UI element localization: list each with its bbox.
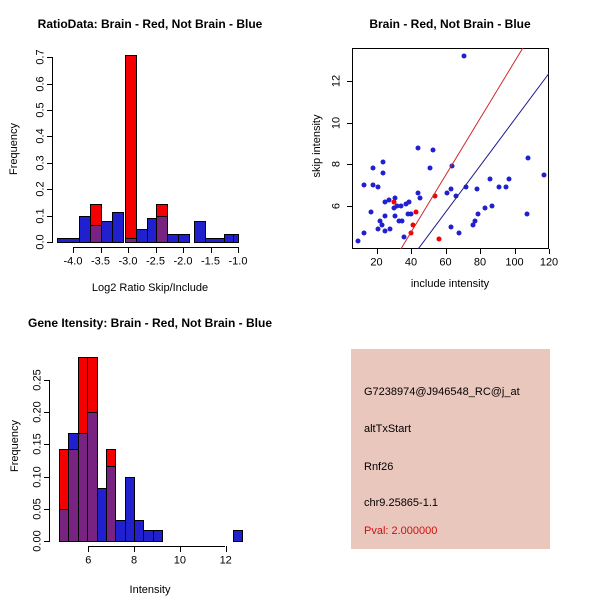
regression-line-red — [401, 48, 523, 249]
ratio-hist-ylabel: Frequency — [8, 123, 20, 175]
y-tick-label: 0.25 — [31, 369, 44, 391]
y-tick — [47, 189, 52, 190]
x-tick — [411, 249, 412, 254]
x-tick-label: 20 — [370, 256, 383, 269]
hist-bar — [233, 234, 240, 243]
y-tick-label: 10 — [330, 116, 343, 129]
gene-hist-title: Gene Itensity: Brain - Red, Not Brain - Blue — [27, 316, 273, 330]
y-tick-label: 0.7 — [34, 49, 47, 65]
y-tick-label: 0.10 — [31, 465, 44, 488]
y-tick — [44, 477, 49, 478]
y-tick — [47, 216, 52, 217]
y-tick — [47, 84, 52, 85]
x-tick — [211, 247, 212, 253]
x-tick-label: -1.0 — [228, 255, 248, 268]
y-axis-line — [52, 57, 53, 243]
info-pval: Pval: 2.000000 — [364, 525, 438, 537]
x-tick — [128, 247, 129, 253]
scatter-ylabel: skip intensity — [311, 114, 323, 178]
info-locus: chr9.25865-1.1 — [364, 497, 438, 509]
x-tick-label: -2.5 — [146, 255, 165, 268]
x-tick-label: 10 — [173, 554, 187, 567]
x-axis-line — [88, 546, 225, 547]
x-tick — [88, 546, 89, 552]
y-tick — [47, 136, 52, 137]
x-tick-label: 8 — [131, 554, 138, 567]
x-tick — [101, 247, 102, 253]
ratio-hist-title: RatioData: Brain - Red, Not Brain - Blue — [37, 17, 263, 31]
gene-hist-xlabel: Intensity — [129, 584, 171, 596]
x-tick-label: 100 — [505, 256, 524, 269]
y-tick-label: 0.2 — [34, 181, 47, 197]
x-tick — [480, 249, 481, 254]
hist-bar — [125, 55, 137, 243]
y-tick-label: 0.15 — [31, 433, 44, 456]
gene-hist-ylabel: Frequency — [9, 420, 21, 472]
x-tick-label: 6 — [85, 554, 92, 567]
y-tick-label: 0.3 — [34, 155, 47, 171]
scatter-xlabel: include intensity — [410, 278, 490, 290]
y-tick-label: 12 — [330, 74, 343, 88]
x-tick — [156, 247, 157, 253]
x-tick-label: -4.0 — [63, 255, 83, 268]
y-tick-label: 8 — [330, 161, 343, 168]
hist-bar — [205, 238, 225, 243]
y-tick-label: 0.05 — [31, 498, 44, 520]
y-tick — [47, 242, 52, 243]
x-tick — [134, 546, 135, 552]
x-tick-label: 60 — [439, 256, 452, 269]
x-tick — [180, 546, 181, 552]
y-tick-label: 0.00 — [31, 530, 44, 552]
x-tick — [377, 249, 378, 254]
y-axis-line — [49, 380, 50, 542]
x-tick — [73, 247, 74, 253]
info-panel — [351, 349, 550, 549]
hist-bar — [153, 530, 163, 542]
y-tick — [44, 412, 49, 413]
hist-bar — [178, 234, 190, 243]
x-tick-label: -3.5 — [91, 255, 110, 268]
y-tick — [44, 541, 49, 542]
y-tick — [44, 509, 49, 510]
y-tick-label: 0.0 — [34, 234, 47, 250]
x-tick-label: -2.0 — [173, 255, 193, 268]
x-tick-label: 40 — [404, 256, 418, 269]
info-probe-id: G7238974@J946548_RC@j_at — [364, 386, 520, 398]
info-gene-name: Rnf26 — [364, 461, 394, 473]
x-tick — [226, 546, 227, 552]
y-tick — [44, 380, 49, 381]
y-tick — [47, 163, 52, 164]
y-tick — [47, 57, 52, 58]
regression-lines — [352, 48, 549, 249]
y-tick-label: 6 — [330, 202, 343, 210]
x-tick-label: 120 — [539, 256, 559, 269]
info-event-type: altTxStart — [364, 423, 412, 435]
x-tick-label: -3.0 — [118, 255, 138, 268]
y-tick-label: 0.20 — [31, 401, 44, 423]
ratio-hist-xlabel: Log2 Ratio Skip/Include — [91, 282, 209, 294]
y-tick-label: 0.1 — [34, 207, 47, 224]
y-tick — [44, 444, 49, 445]
x-tick-label: 80 — [473, 256, 487, 269]
y-tick-label: 0.5 — [34, 102, 47, 118]
regression-line-blue — [418, 72, 549, 249]
scatter-title: Brain - Red, Not Brain - Blue — [369, 17, 531, 31]
x-tick — [515, 249, 516, 254]
x-tick — [238, 247, 239, 253]
y-tick-label: 0.4 — [34, 128, 47, 145]
y-tick — [47, 110, 52, 111]
x-tick-label: -1.5 — [201, 255, 220, 268]
x-tick — [446, 249, 447, 254]
hist-bar — [57, 238, 80, 243]
x-tick — [183, 247, 184, 253]
hist-bar — [112, 212, 124, 243]
x-tick-label: 12 — [219, 554, 232, 567]
x-tick — [549, 249, 550, 254]
hist-bar — [233, 530, 243, 542]
y-tick-label: 0.6 — [34, 75, 47, 92]
